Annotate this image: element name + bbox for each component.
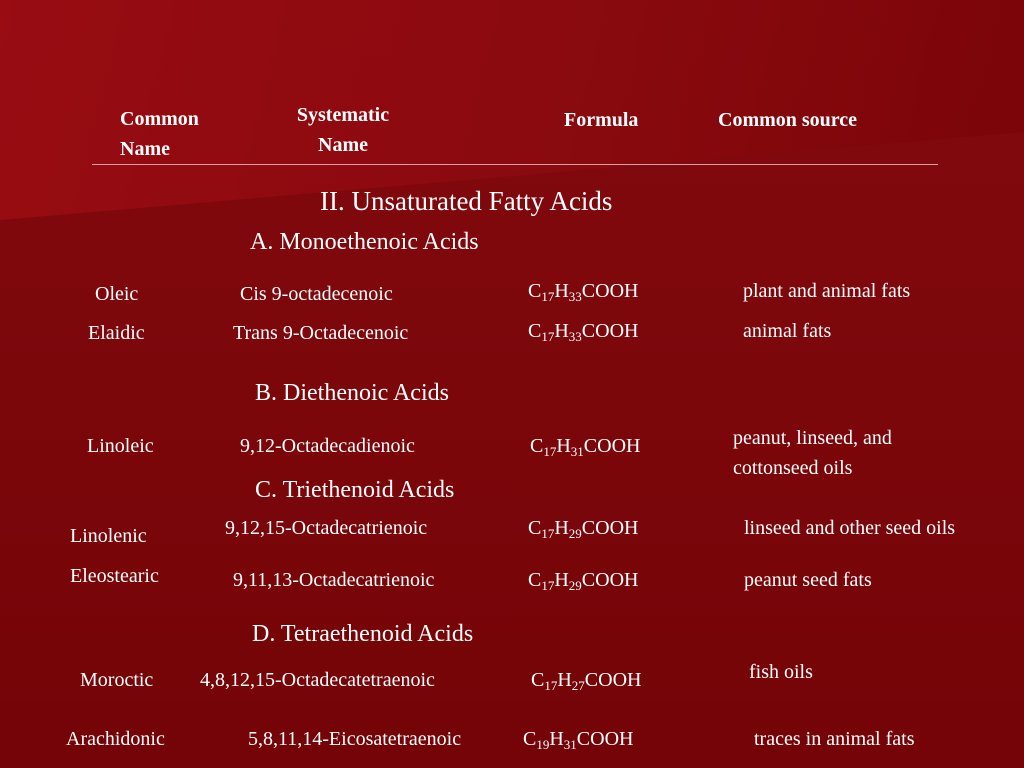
row-moroctic-systematic: 4,8,12,15-Octadecatetraenoic <box>200 669 435 691</box>
row-arachidonic-source: traces in animal fats <box>754 728 915 750</box>
page-title: II. Unsaturated Fatty Acids <box>320 186 613 216</box>
row-eleostearic-systematic: 9,11,13-Octadecatrienoic <box>233 569 435 591</box>
row-eleostearic-source: peanut seed fats <box>744 569 872 591</box>
row-elaidic-systematic: Trans 9-Octadecenoic <box>233 322 409 344</box>
row-moroctic-common: Moroctic <box>80 669 154 691</box>
row-oleic-systematic: Cis 9-octadecenoic <box>240 283 393 305</box>
section-label-a: A. Monoethenoic Acids <box>250 229 479 255</box>
header-systematic-name-line1: Systematic <box>296 104 390 126</box>
row-eleostearic-common: Eleostearic <box>70 565 159 587</box>
row-oleic-source: plant and animal fats <box>743 280 911 302</box>
row-linoleic-source <box>733 426 892 480</box>
row-linolenic-source: linseed and other seed oils <box>744 517 956 539</box>
row-arachidonic-systematic: 5,8,11,14-Eicosatetraenoic <box>248 728 462 750</box>
row-oleic-formula: $C_{17}H_{33}COOH$ <box>528 280 639 304</box>
header-common-name-line1: Common <box>120 108 199 130</box>
row-linolenic-formula: $C_{17}H_{29}COOH$ <box>528 517 639 541</box>
row-oleic-common: Oleic <box>95 283 139 305</box>
header-common-name-line2: Name <box>120 138 170 160</box>
row-linoleic-source-line2: cottonseed oils <box>733 457 853 479</box>
row-arachidonic-formula: $C_{19}H_{31}COOH$ <box>523 728 634 752</box>
row-elaidic-source: animal fats <box>743 320 832 342</box>
row-elaidic-common: Elaidic <box>88 322 145 344</box>
header-systematic-name-line2: Name <box>318 134 368 156</box>
row-elaidic-formula: $C_{17}H_{33}COOH$ <box>528 320 639 344</box>
row-linoleic-systematic: 9,12-Octadecadienoic <box>240 435 415 457</box>
section-label-d: D. Tetraethenoid Acids <box>252 621 474 647</box>
row-linoleic-formula: $C_{17}H_{31}COOH$ <box>530 435 641 459</box>
row-linoleic-source-line1: peanut, linseed, and <box>733 427 892 449</box>
row-moroctic-source: fish oils <box>749 661 813 683</box>
row-eleostearic-formula: $C_{17}H_{29}COOH$ <box>528 569 639 593</box>
row-linolenic-systematic: 9,12,15-Octadecatrienoic <box>225 517 428 539</box>
section-label-b: B. Diethenoic Acids <box>255 380 449 406</box>
row-linoleic-common: Linoleic <box>87 435 154 457</box>
header-common-source: Common source <box>718 109 858 131</box>
row-arachidonic-common: Arachidonic <box>66 728 165 750</box>
row-linolenic-common: Linolenic <box>70 525 147 547</box>
header-common-name <box>120 107 199 161</box>
section-label-c: C. Triethenoid Acids <box>255 477 455 503</box>
row-moroctic-formula: $C_{17}H_{27}COOH$ <box>531 669 642 693</box>
header-systematic-name <box>282 103 404 157</box>
header-divider <box>92 164 938 165</box>
header-formula: Formula <box>564 109 639 131</box>
